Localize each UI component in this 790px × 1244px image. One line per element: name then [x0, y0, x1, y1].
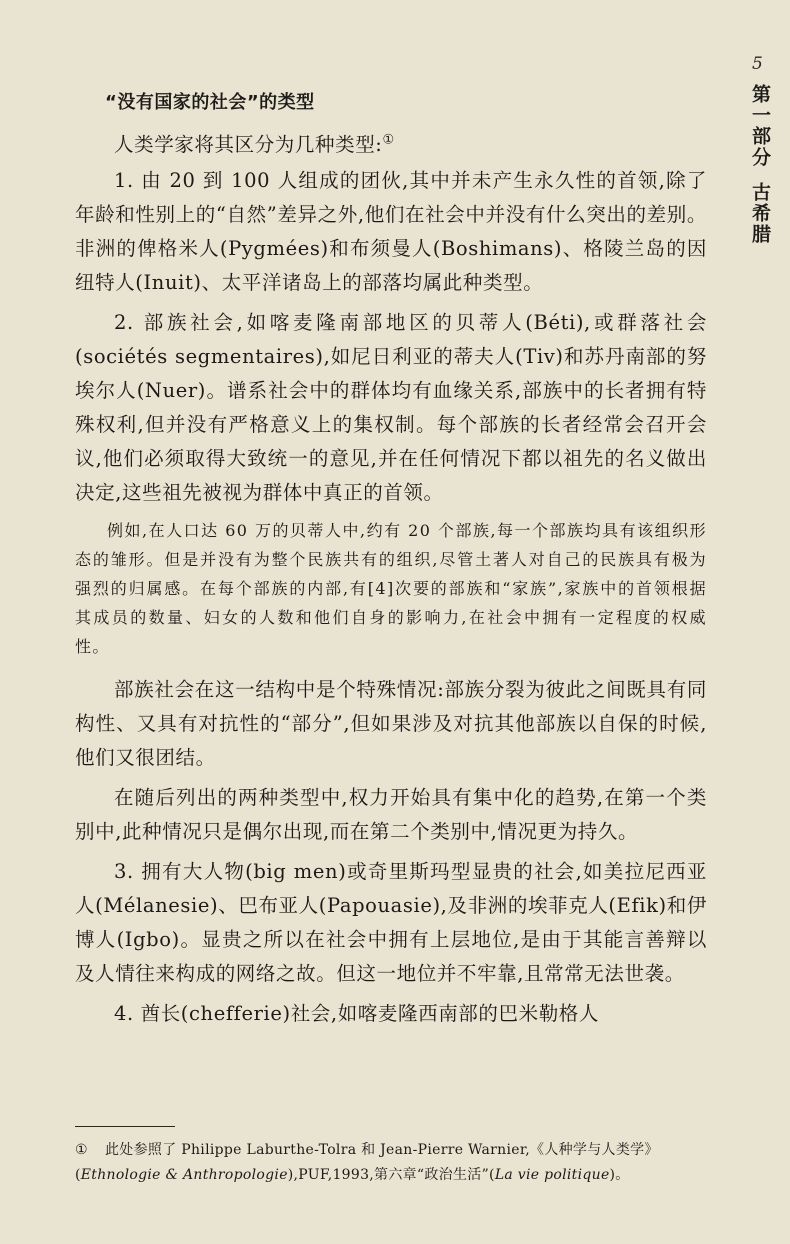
paragraph-type-3: 3. 拥有大人物(big men)或奇里斯玛型显贵的社会,如美拉尼西亚人(Mélanesie)、巴布亚人(Papouasie),及非洲的埃菲克人(Efik)和伊博人(Igbo)。显贵之所以在社会中拥有上层地位,是由于其能言善辩以及人情往来构成的网络之故。但这一地位并不牢靠,且常常无法世袭。: [75, 860, 707, 985]
paragraph-segmentary: 部族社会在这一结构中是个特殊情况:部族分裂为彼此之间既具有同构性、又具有对抗性的“部分”,但如果涉及对抗其他部族以自保的时候,他们又很团结。: [75, 678, 707, 769]
page-number: 5: [752, 54, 763, 74]
paragraph-type-2: 2. 部族社会,如喀麦隆南部地区的贝蒂人(Béti),或群落社会(sociétés segmentaires),如尼日利亚的蒂夫人(Tiv)和苏丹南部的努埃尔人(Nuer)。谱系社会中的群体均有血缘关系,部族中的长者拥有特殊权利,但并没有严格意义上的集权制。每个部族的长者经常会召开会议,他们必须取得大致统一的意见,并在任何情况下都以祖先的名义做出决定,这些祖先被视为群体中真正的首领。: [75, 311, 707, 504]
footnote-italic-title: Ethnologie & Anthropologie: [80, 1167, 288, 1183]
footnote-text-after: )。: [609, 1167, 630, 1183]
running-head-title: 古希腊: [749, 182, 771, 245]
intro-text: 人类学家将其区分为几种类型:: [114, 133, 383, 156]
footnote-text-before: 此处参照了 Philippe Laburthe-Tolra 和 Jean-Pierre Warnier,《人种学与人类学》(: [75, 1142, 659, 1183]
example-paragraph: 例如,在人口达 60 万的贝蒂人中,约有 20 个部族,每一个部族均具有该组织形态的雏形。但是并没有为整个民族共有的组织,尽管土著人对自己的民族具有极为强烈的归属感。在每个部族的内部,有[4]次要的部族和“家族”,家族中的首领根据其成员的数量、妇女的人数和他们自身的影响力,在社会中拥有一定程度的权威性。: [75, 521, 707, 656]
paragraph-type-1: 1. 由 20 到 100 人组成的团伙,其中并未产生永久性的首领,除了年龄和性别上的“自然”差异之外,他们在社会中并没有什么突出的差别。非洲的俾格米人(Pygmées)和布须曼人(Boshimans)、格陵兰岛的因纽特人(Inuit)、太平洋诸岛上的部落均属此种类型。: [75, 169, 707, 294]
intro-note-mark: ①: [382, 132, 395, 148]
section-heading: “没有国家的社会”的类型: [105, 92, 315, 113]
footnote-text-middle: ),PUF,1993,第六章“政治生活”(: [287, 1167, 495, 1183]
footnote: [75, 1138, 707, 1188]
footnote-rule: [75, 1126, 175, 1127]
running-head: [746, 84, 774, 245]
footnote-mark: ①: [75, 1142, 88, 1158]
body-text: [75, 88, 707, 1037]
running-head-part: 第一部分: [749, 84, 771, 168]
intro-paragraph: [75, 128, 707, 162]
paragraph-type-4: 4. 酋长(chefferie)社会,如喀麦隆西南部的巴米勒格人: [114, 1002, 600, 1025]
footnote-italic-chapter: La vie politique: [494, 1167, 610, 1183]
paragraph-centralization: 在随后列出的两种类型中,权力开始具有集中化的趋势,在第一个类别中,此种情况只是偶尔出现,而在第二个类别中,情况更为持久。: [75, 786, 707, 843]
